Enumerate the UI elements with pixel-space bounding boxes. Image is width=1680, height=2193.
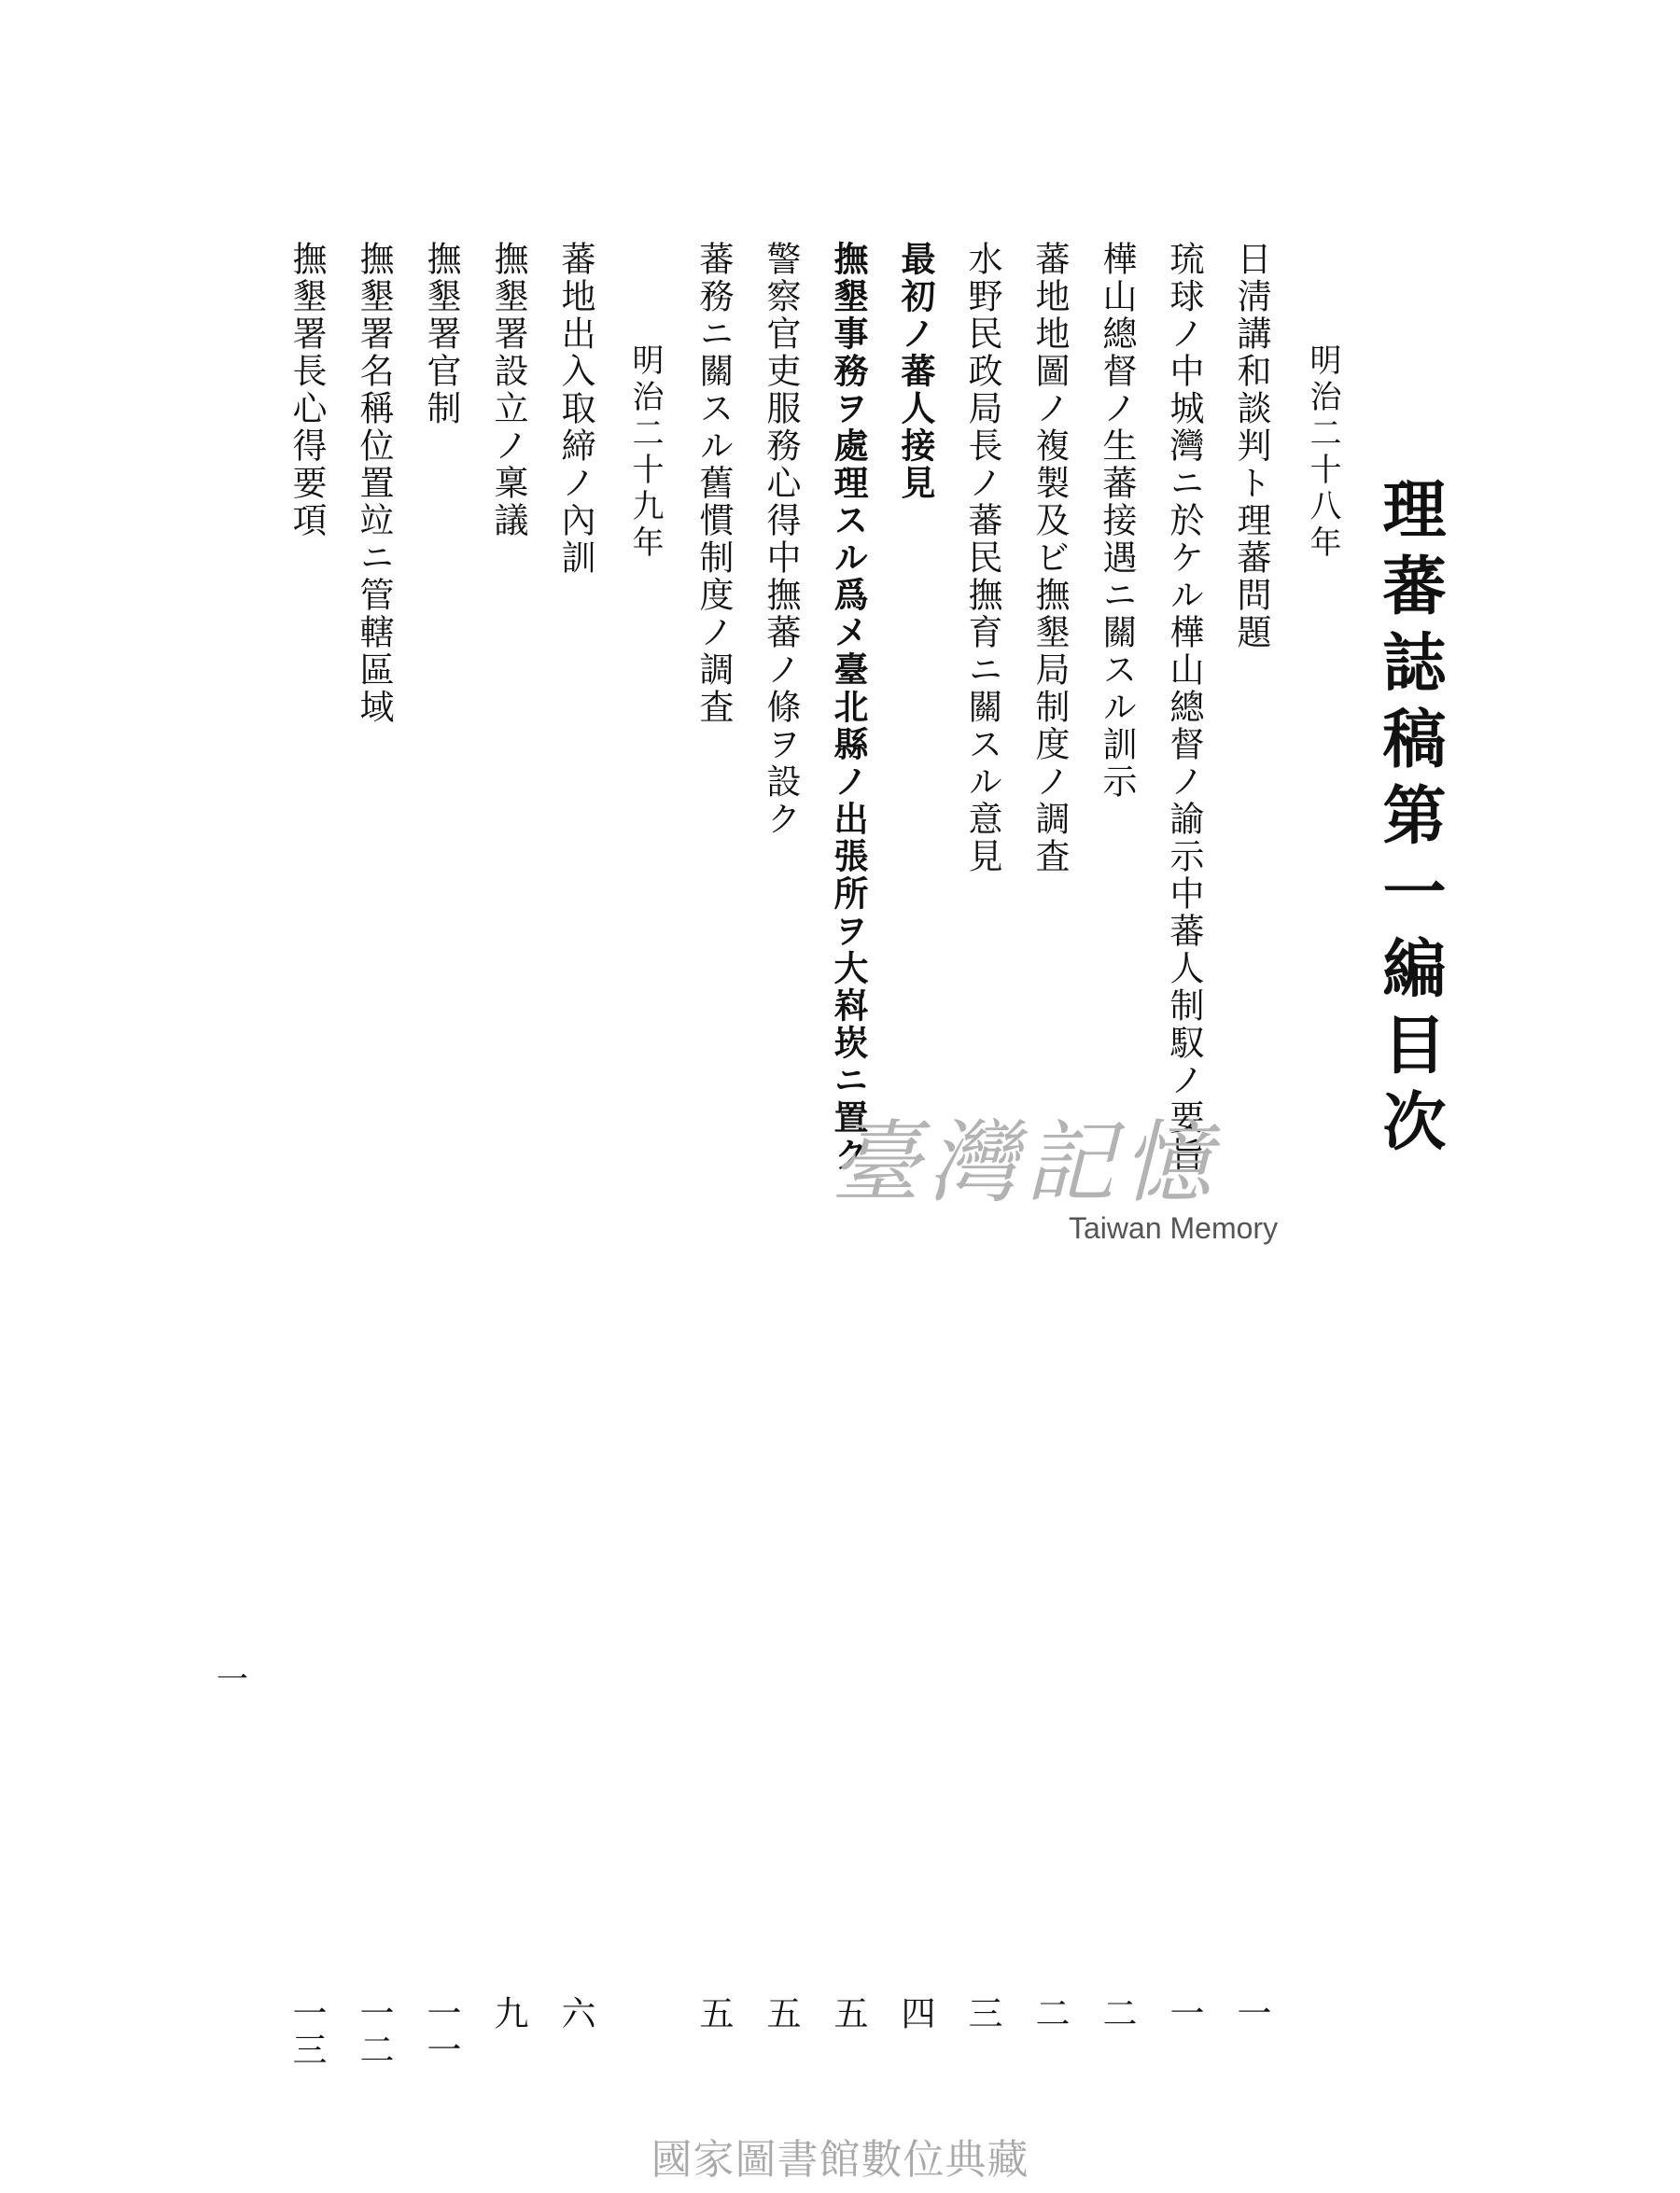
watermark-chars: 臺灣記憶 xyxy=(831,1110,1219,1215)
toc-entry: 最初ノ蕃人接見 xyxy=(895,241,936,502)
page-number: 五 xyxy=(693,1995,734,2032)
toc-entry: 日淸講和談判ト理蕃問題 xyxy=(1231,241,1271,651)
toc-entry: 蕃務ニ關スル舊慣制度ノ調査 xyxy=(693,241,734,726)
folio-number: 一 xyxy=(217,1661,248,1698)
toc-entry: 水野民政局長ノ蕃民撫育ニ關スル意見 xyxy=(962,241,1002,875)
page-number: 五 xyxy=(828,1995,868,2032)
page-number: 一二 xyxy=(354,1995,394,2068)
page-number: 二 xyxy=(1029,1995,1070,2032)
page-number: 三 xyxy=(962,1995,1002,2032)
watermark-logo xyxy=(831,1092,1316,1260)
page-number: 一三 xyxy=(287,1995,327,2068)
page-number: 九 xyxy=(488,1995,528,2032)
page-number: 四 xyxy=(895,1995,935,2032)
year-heading: 明治二十九年 xyxy=(626,343,664,562)
toc-entry: 撫墾署名稱位置竝ニ管轄區域 xyxy=(354,241,394,726)
toc-entry: 琉球ノ中城灣ニ於ケル樺山總督ノ諭示中蕃人制馭ノ要旨 xyxy=(1164,241,1204,1174)
toc-entry: 蕃地地圖ノ複製及ビ撫墾局制度ノ調査 xyxy=(1029,241,1070,875)
page-number: 一 xyxy=(1164,1995,1204,2032)
toc-entry: 樺山總督ノ生蕃接遇ニ關スル訓示 xyxy=(1097,241,1137,801)
toc-entry: 撫墾事務ヲ處理スル爲メ臺北縣ノ出張所ヲ大嵙崁ニ置ク xyxy=(828,241,869,1174)
toc-entry: 撫墾署官制 xyxy=(421,241,461,427)
year-heading: 明治二十八年 xyxy=(1304,343,1341,562)
toc-entry: 撫墾署長心得要項 xyxy=(287,241,327,539)
toc-entry: 警察官吏服務心得中撫蕃ノ條ヲ設ク xyxy=(761,241,801,838)
watermark-subtitle: Taiwan Memory xyxy=(1069,1211,1279,1245)
document-title: 理蕃誌稿第一編目次 xyxy=(1372,476,1447,1165)
page-number: 一 xyxy=(1231,1995,1271,2032)
toc-entry: 撫墾署設立ノ稟議 xyxy=(488,241,528,539)
toc-entry: 蕃地出入取締ノ內訓 xyxy=(555,241,595,577)
page-number: 五 xyxy=(761,1995,801,2032)
footer-credit: 國家圖書館數位典藏 xyxy=(651,2136,1029,2184)
page-number: 六 xyxy=(555,1995,595,2032)
page-number: 二 xyxy=(1097,1995,1137,2032)
page-number: 一一 xyxy=(421,1995,461,2068)
